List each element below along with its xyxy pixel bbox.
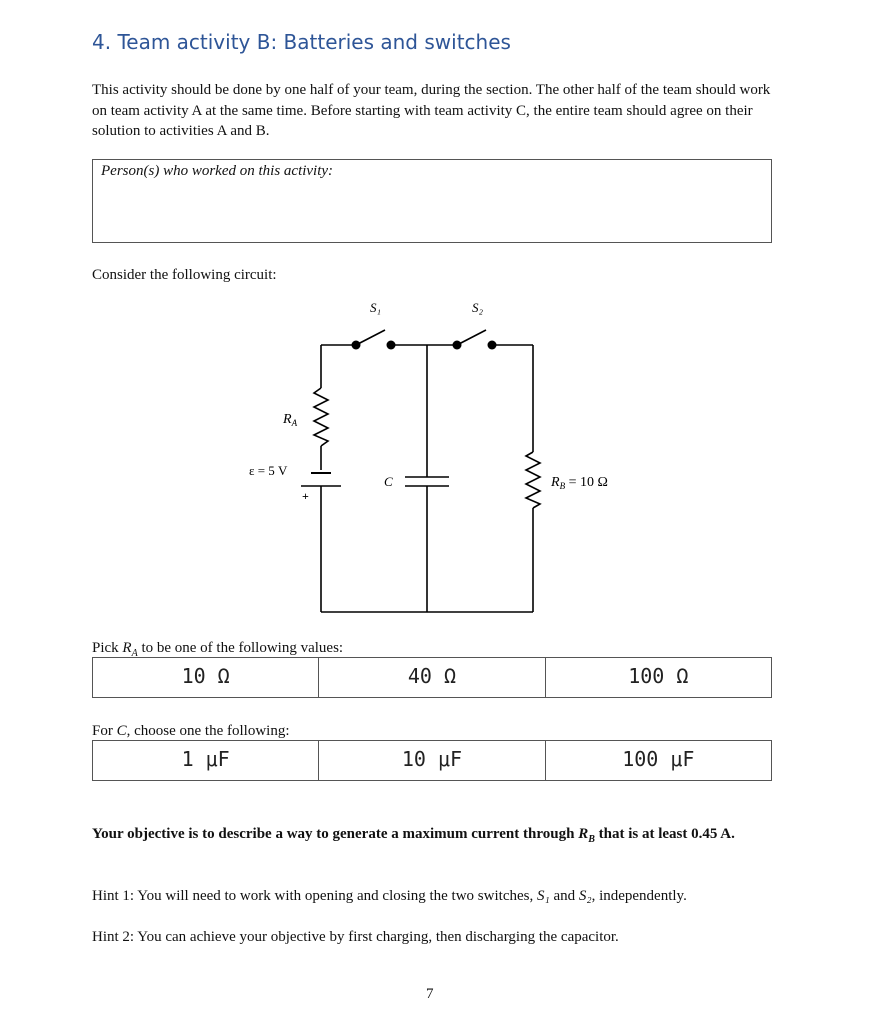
ra-value-option[interactable]: 10 Ω	[93, 658, 319, 698]
hint-1: Hint 1: You will need to work with opening and closing the two switches, S₁ and S₂, independently.	[92, 888, 687, 904]
ra-value-option[interactable]: 40 Ω	[319, 658, 545, 698]
emf-label: ε = 5 V	[249, 463, 288, 478]
section-heading: 4. Team activity B: Batteries and switches	[92, 30, 511, 54]
person-box-label: Person(s) who worked on this activity:	[101, 163, 334, 179]
c-value-option[interactable]: 1 μF	[93, 741, 319, 781]
ra-values-table	[92, 657, 772, 698]
s1-label: S₁	[370, 300, 382, 315]
hint-2: Hint 2: You can achieve your objective by first charging, then discharging the capacitor.	[92, 929, 619, 945]
battery-plus: +	[302, 489, 309, 503]
page-number: 7	[426, 986, 434, 1002]
c-value-option[interactable]: 100 μF	[545, 741, 771, 781]
consider-text: Consider the following circuit:	[92, 267, 277, 283]
ra-prompt: Pick $R_A$ to be one of the following values:	[92, 640, 344, 659]
intro-paragraph: This activity should be done by one half of your team, during the section. The other half of the team should work on team activity A at the same time. Before starting with team activity C, the entire team should agree on their solution to activities A and B.	[92, 82, 771, 139]
c-value-option[interactable]: 10 μF	[319, 741, 545, 781]
s2-label: S₂	[472, 300, 484, 315]
ra-value-option[interactable]: 100 Ω	[545, 658, 771, 698]
c-values-table	[92, 740, 772, 781]
objective-text: Your objective is to describe a way to generate a maximum current through $R_B$ that is at least 0.45 A.	[92, 826, 735, 845]
c-label: C	[384, 474, 393, 489]
c-prompt: For C, choose one the following:	[92, 723, 290, 739]
rb-label: $R_B = 10$ Ω	[551, 475, 608, 491]
ra-label: $R_A$	[283, 412, 298, 428]
